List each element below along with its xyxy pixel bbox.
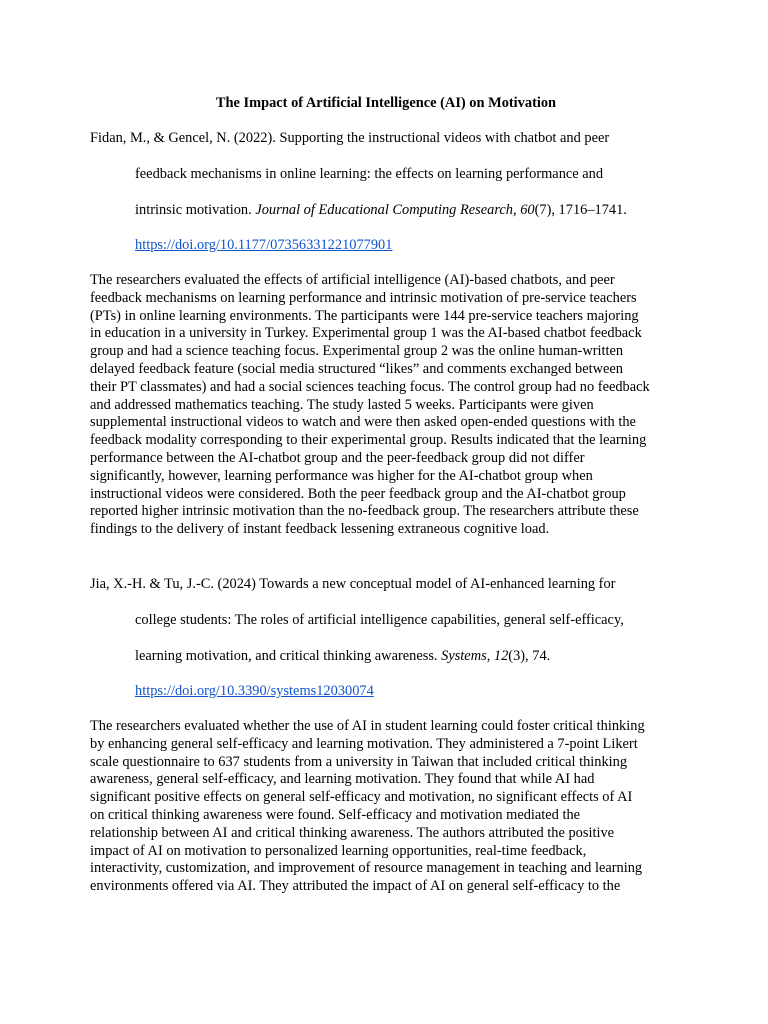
paragraph-line: reported higher intrinsic motivation than the no-feedback group. The researchers attribute these bbox=[90, 503, 639, 520]
ref1-line3-mid: , bbox=[512, 202, 521, 218]
paragraph-line: significantly, however, learning performance was higher for the AI-chatbot group when bbox=[90, 467, 593, 484]
paragraph-line: significant positive effects on general self-efficacy and motivation, no significant effects of AI bbox=[90, 789, 633, 806]
ref2-line3 bbox=[135, 647, 550, 665]
ref2-line3-prefix: learning motivation, and critical thinking awareness. bbox=[135, 648, 442, 664]
paragraph-line: feedback mechanisms on learning performance and intrinsic motivation of pre-service teachers bbox=[90, 289, 637, 306]
paragraph-line: The researchers evaluated whether the use of AI in student learning could foster critical thinking bbox=[90, 718, 645, 734]
paragraph-line: group and had a science teaching focus. Experimental group 2 was the online human-written bbox=[90, 343, 624, 360]
paragraph-line: and addressed mathematics teaching. The study lasted 5 weeks. Participants were given bbox=[90, 396, 594, 413]
paragraph-line: instructional videos were considered. Both the peer feedback group and the AI-chatbot group bbox=[90, 485, 626, 502]
ref2-journal: Systems bbox=[441, 648, 487, 664]
ref2-volume: 12 bbox=[493, 648, 509, 664]
summary2-paragraph bbox=[90, 718, 682, 896]
paragraph-line: supplemental instructional videos to watch and were then asked open-ended questions with the bbox=[90, 414, 636, 431]
ref2-line2: college students: The roles of artificial intelligence capabilities, general self-efficacy, bbox=[135, 612, 624, 628]
paragraph-line: performance between the AI-chatbot group and the peer-feedback group did not differ bbox=[90, 449, 585, 466]
ref1-line3-suffix: (7), 1716–1741. bbox=[534, 202, 627, 218]
ref1-volume: 60 bbox=[520, 202, 535, 218]
paragraph-line: by enhancing general self-efficacy and learning motivation. They administered a 7-point Likert bbox=[90, 735, 638, 752]
paragraph-line: impact of AI on motivation to personalized learning opportunities, real-time feedback, bbox=[90, 842, 587, 859]
paragraph-line: their PT classmates) and had a social sciences teaching focus. The control group had no feedback bbox=[90, 378, 650, 395]
ref2-line3-mid: , bbox=[486, 648, 494, 664]
paragraph-line: in education in a university in Turkey. Experimental group 1 was the AI-based chatbot feedback bbox=[90, 325, 642, 342]
ref1-line3-prefix: intrinsic motivation. bbox=[135, 202, 256, 218]
paragraph-line: The researchers evaluated the effects of artificial intelligence (AI)-based chatbots, and peer bbox=[90, 272, 615, 288]
ref1-line1: Fidan, M., & Gencel, N. (2022). Supporting the instructional videos with chatbot and peer bbox=[90, 130, 610, 146]
document-title: The Impact of Artificial Intelligence (AI) on Motivation bbox=[215, 95, 557, 111]
paragraph-line: on critical thinking awareness were found. Self-efficacy and motivation mediated the bbox=[90, 806, 581, 823]
summary1-paragraph bbox=[90, 272, 682, 539]
ref1-journal: Journal of Educational Computing Research bbox=[255, 202, 513, 218]
ref2-doi-link[interactable]: https://doi.org/10.3390/systems12030074 bbox=[135, 683, 374, 699]
ref2-line3-suffix: (3), 74. bbox=[508, 648, 551, 664]
paragraph-line: relationship between AI and critical thinking awareness. The authors attributed the positive bbox=[90, 824, 615, 841]
ref1-line2: feedback mechanisms in online learning: the effects on learning performance and bbox=[135, 166, 604, 182]
paragraph-line: feedback modality corresponding to their experimental group. Results indicated that the learning bbox=[90, 432, 647, 449]
paragraph-line: awareness, general self-efficacy, and learning motivation. They found that while AI had bbox=[90, 771, 595, 788]
paragraph-line: findings to the delivery of instant feedback lessening extraneous cognitive load. bbox=[90, 521, 550, 538]
paragraph-line: (PTs) in online learning environments. The participants were 144 pre-service teachers majoring bbox=[90, 307, 639, 324]
ref1-line3 bbox=[135, 201, 627, 219]
ref1-doi-link[interactable]: https://doi.org/10.1177/07356331221077901 bbox=[135, 237, 393, 253]
ref2-line1: Jia, X.-H. & Tu, J.-C. (2024) Towards a new conceptual model of AI-enhanced learning for bbox=[90, 576, 616, 592]
paragraph-line: delayed feedback feature (social media structured “likes” and comments exchanged between bbox=[90, 360, 624, 377]
paragraph-line: interactivity, customization, and improvement of resource management in teaching and learning bbox=[90, 860, 643, 877]
paragraph-line: environments offered via AI. They attributed the impact of AI on general self-efficacy to the bbox=[90, 878, 621, 895]
paragraph-line: scale questionnaire to 637 students from a university in Taiwan that included critical thinking bbox=[90, 753, 628, 770]
